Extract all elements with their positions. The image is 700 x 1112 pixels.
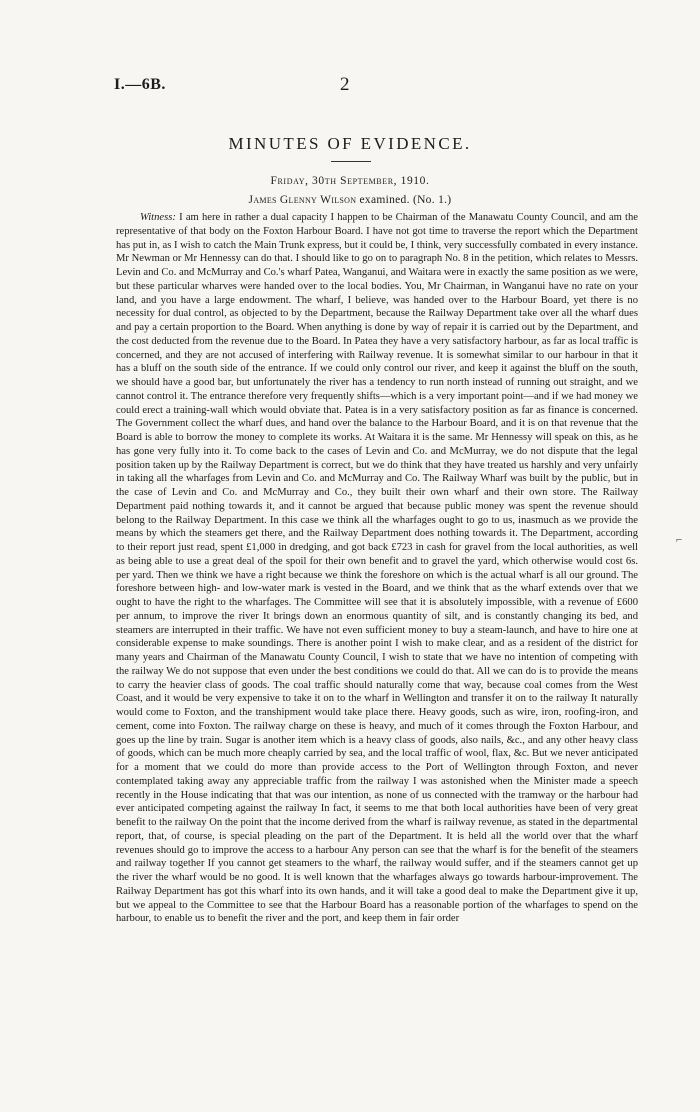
page-reference: I.—6B.: [114, 76, 166, 93]
witness-line: [0, 194, 700, 206]
title-divider: [331, 161, 371, 162]
page-number: 2: [340, 74, 350, 95]
document-title: MINUTES OF EVIDENCE.: [228, 134, 472, 153]
witness-name: James Glenny Wilson: [248, 194, 357, 206]
witness-suffix: examined. (No. 1.): [359, 194, 452, 206]
margin-annotation: ⌐: [676, 534, 683, 546]
testimony-paragraph: [116, 211, 638, 926]
testimony-lead: Witness:: [140, 212, 176, 223]
date-line: Friday, 30th September, 1910.: [270, 175, 430, 187]
page-header: [104, 76, 624, 98]
testimony-text: I am here in rather a dual capacity I happen to be Chairman of the Manawatu County Council, and am the representative of that body on the Foxton Harbour Board. I have not got time to traverse the report which the Department has put in, as I wish to catch the Main Trunk express, but it could be, I think, very successfully combated in every instance. Mr Newman or Mr Hennessy can do that. I should like to go on to paragraph No. 8 in the petition, which relates to Messrs. Levin and Co. and McMurray and Co.'s wharf Patea, Wanganui, and Waitara were in exactly the same position as we were, but these particular wharves were handed over to the local bodies. You, Mr Chairman, in Wanganui have no rate on your land, and you have a large endowment. The wharf, I believe, was handed over to the Harbour Board, yet there is no necessity for dual control, as objected to by the Department, because the Railway Department take over all the wharf dues and pay a certain proportion to the Board. When anything is done by way of repair it is carried out by the Department, and the cost deducted from the revenue due to the Board. In Patea they have a very satisfactory harbour, as far as local traffic is concerned, and they are not accused of interfering with Railway revenue. It is somewhat similar to our harbour in that it has a bluff on the south side of the entrance. If we could only control our river, and keep it against the bluff on the south, we should have a good bar, but unfortunately the river has a tendency to run north instead of running out straight, and we cannot control it. The entrance therefore very frequently shifts—which is a very important point—and if we had money we could erect a training-wall which would obviate that. Patea is in a very satisfactory position as far as finance is concerned. The Government collect the wharf dues, and hand over the balance to the Harbour Board, and it is on that revenue that the Board is able to borrow the money to complete its works. At Waitara it is the same. Mr Hennessy will speak on this, as he has gone very fully into it. To come back to the cases of Levin and Co. and McMurray, we do not dispute that the legal position taken up by the Railway Department is correct, but we do think that they have treated us harshly and very unfairly in taking all the wharfages from Levin and Co. and McMurray and Co. The Railway Wharf was built by the public, but in the case of Levin and Co. and McMurray and Co., they built their own wharf and their own store. The Railway Department paid nothing towards it, and it cannot be argued that because public money was spent the revenue should belong to the Railway Department. In this case we think all the wharfages ought to go to us, inasmuch as we provide the means by which the steamers get there, and the Railway Department does nothing towards it. The Department, according to their report just read, spent £1,000 in dredging, and got back £723 in cash for gravel from the local authorities, as well as being able to use a great deal of the spoil for their own benefit and to gravel the yard, which otherwise would cost 6s. per yard. Then we think we have a right because we think the foreshore on which is the actual wharf is all our ground. The foreshore between high- and low-water mark is vested in the Board, and we think that as the wharf extends over that we ought to have the right to the wharfages. The Committee will see that it is absolutely impossible, with a revenue of £600 per annum, to improve the river It brings down an enormous quantity of silt, and is constantly changing its bed, and steamers are interrupted in their traffic. We have not even sufficient money to buy a steam-launch, and have to hire one at considerable expense to make soundings. There is another point I wish to make clear, and as a resident of the district for many years and Chairman of the Manawatu County Council, I wish to state that we have no intention of competing with the railway We do not suppose that even under the best conditions we could do that. All we can do is to provide the means to carry the heavier class of goods. The coal traffic should naturally come that way, because coal comes from the West Coast, and it would be very expensive to take it on to the wharf in Wellington and transfer it on to the railway It naturally would come to Foxton, and the transhipment would take place there. Heavy goods, such as wire, iron, roofing-iron, and cement, come into Foxton. The railway charge on these is heavy, and much of it comes through the Foxton Harbour, and goes up the line by train. Sugar is another item which is a heavy class of goods, also nails, &c., and any other heavy class of goods, which can be much more cheaply carried by sea, and the local traffic of wool, flax, &c. But we never anticipated for a moment that we could do more than provide access to the Port of Wellington through Foxton, and never contemplated taking away any appreciable traffic from the railway I was astonished when the Minister made a speech recently in the House indicating that that was our intention, as none of us connected with the tramway or the harbour had ever anticipated competing against the railway In fact, it seems to me that both local authorities have been of very great benefit to the railway On the point that the income derived from the wharf is railway revenue, as stated in the departmental report, that, of course, is special pleading on the part of the Department. It is held all the world over that the wharf revenues should go to improve the access to a harbour Any person can see that the wharf is for the benefit of the steamers and railway together If you cannot get steamers to the wharf, the railway would suffer, and if the steamers cannot get up the river the wharf would be no good. It is well known that the wharfages always go towards harbour-improvement. The Railway Department has got this wharf into its own hands, and it will take a good deal to make the Department give it up, but we appeal to the Committee to see that the Harbour Board has a reasonable portion of the wharfages to spend on the harbour, to enable us to benefit the river and the port, and keep them in fair order: [116, 212, 638, 925]
